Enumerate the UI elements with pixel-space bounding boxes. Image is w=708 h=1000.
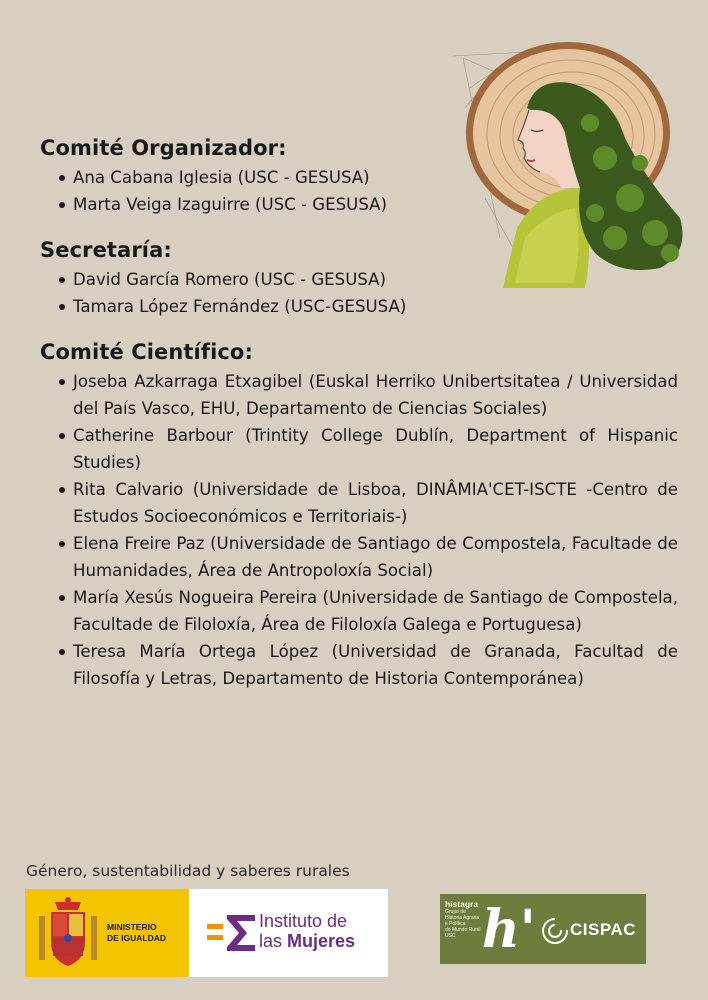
secretariat-list [40, 266, 678, 320]
histagra-h-mark: h' [482, 899, 536, 960]
instituto-line2-a: las [259, 931, 288, 951]
histagra-desc-line: Historia Agraria [445, 915, 480, 921]
instituto-line2-b: Mujeres [287, 931, 356, 951]
cispac-icon [540, 916, 570, 946]
histagra-desc-line: USC [445, 933, 456, 939]
list-item: Tamara López Fernández (USC-GESUSA) [40, 293, 678, 320]
instituto-line2 [259, 931, 355, 951]
sigma-equals-icon [207, 913, 259, 953]
organizing-committee-list [40, 164, 678, 218]
footer-title: Género, sustentabilidad y saberes rurales [26, 862, 350, 880]
list-item: Rita Calvario (Universidade de Lisboa, DINÂMIA'CET-ISCTE -Centro de Estudos Socioeconómicos e Territoriais-) [40, 476, 678, 530]
scientific-committee-list [40, 368, 678, 692]
secretariat-section [40, 238, 678, 320]
list-item: Elena Freire Paz (Universidade de Santiago de Compostela, Facultade de Humanidades, Área de Antropoloxía Social) [40, 530, 678, 584]
histagra-desc-line: e Política [445, 921, 466, 927]
list-item: Joseba Azkarraga Etxagibel (Euskal Herriko Unibertsitatea / Universidad del País Vasco, EHU, Departamento de Ciencias Sociales) [40, 368, 678, 422]
list-item: María Xesús Nogueira Pereira (Universidade de Santiago de Compostela, Facultade de Filoloxía, Área de Filoloxía Galega e Portuguesa) [40, 584, 678, 638]
committees-content [40, 136, 678, 712]
coat-of-arms-icon [33, 894, 103, 974]
organizing-committee-heading: Comité Organizador: [40, 136, 287, 160]
histagra-desc-line: do Mundo Rural [445, 927, 481, 933]
ministerio-line1: MINISTERIO [107, 922, 157, 932]
secretariat-heading: Secretaría: [40, 238, 172, 262]
list-item: Marta Veiga Izaguirre (USC - GESUSA) [40, 191, 678, 218]
list-item: Catherine Barbour (Trintity College Dublín, Department of Hispanic Studies) [40, 422, 678, 476]
list-item: David García Romero (USC - GESUSA) [40, 266, 678, 293]
histagra-name: histagra [445, 899, 479, 909]
ministerio-igualdad-logo [25, 889, 189, 977]
instituto-mujeres-logo [189, 889, 388, 977]
instituto-text [259, 911, 355, 951]
instituto-line1: Instituto de [259, 911, 348, 931]
list-item: Teresa María Ortega López (Universidad de Granada, Facultad de Filosofía y Letras, Departamento de Historia Contemporánea) [40, 638, 678, 692]
histagra-desc-line: Grupo de [445, 909, 466, 915]
organizing-committee-section [40, 136, 678, 218]
scientific-committee-section [40, 340, 678, 692]
cispac-text: CISPAC [570, 920, 636, 939]
histagra-cispac-logo [440, 894, 646, 964]
scientific-committee-heading: Comité Científico: [40, 340, 253, 364]
ministerio-text [107, 922, 166, 944]
list-item: Ana Cabana Iglesia (USC - GESUSA) [40, 164, 678, 191]
ministerio-line2: DE IGUALDAD [107, 933, 167, 943]
